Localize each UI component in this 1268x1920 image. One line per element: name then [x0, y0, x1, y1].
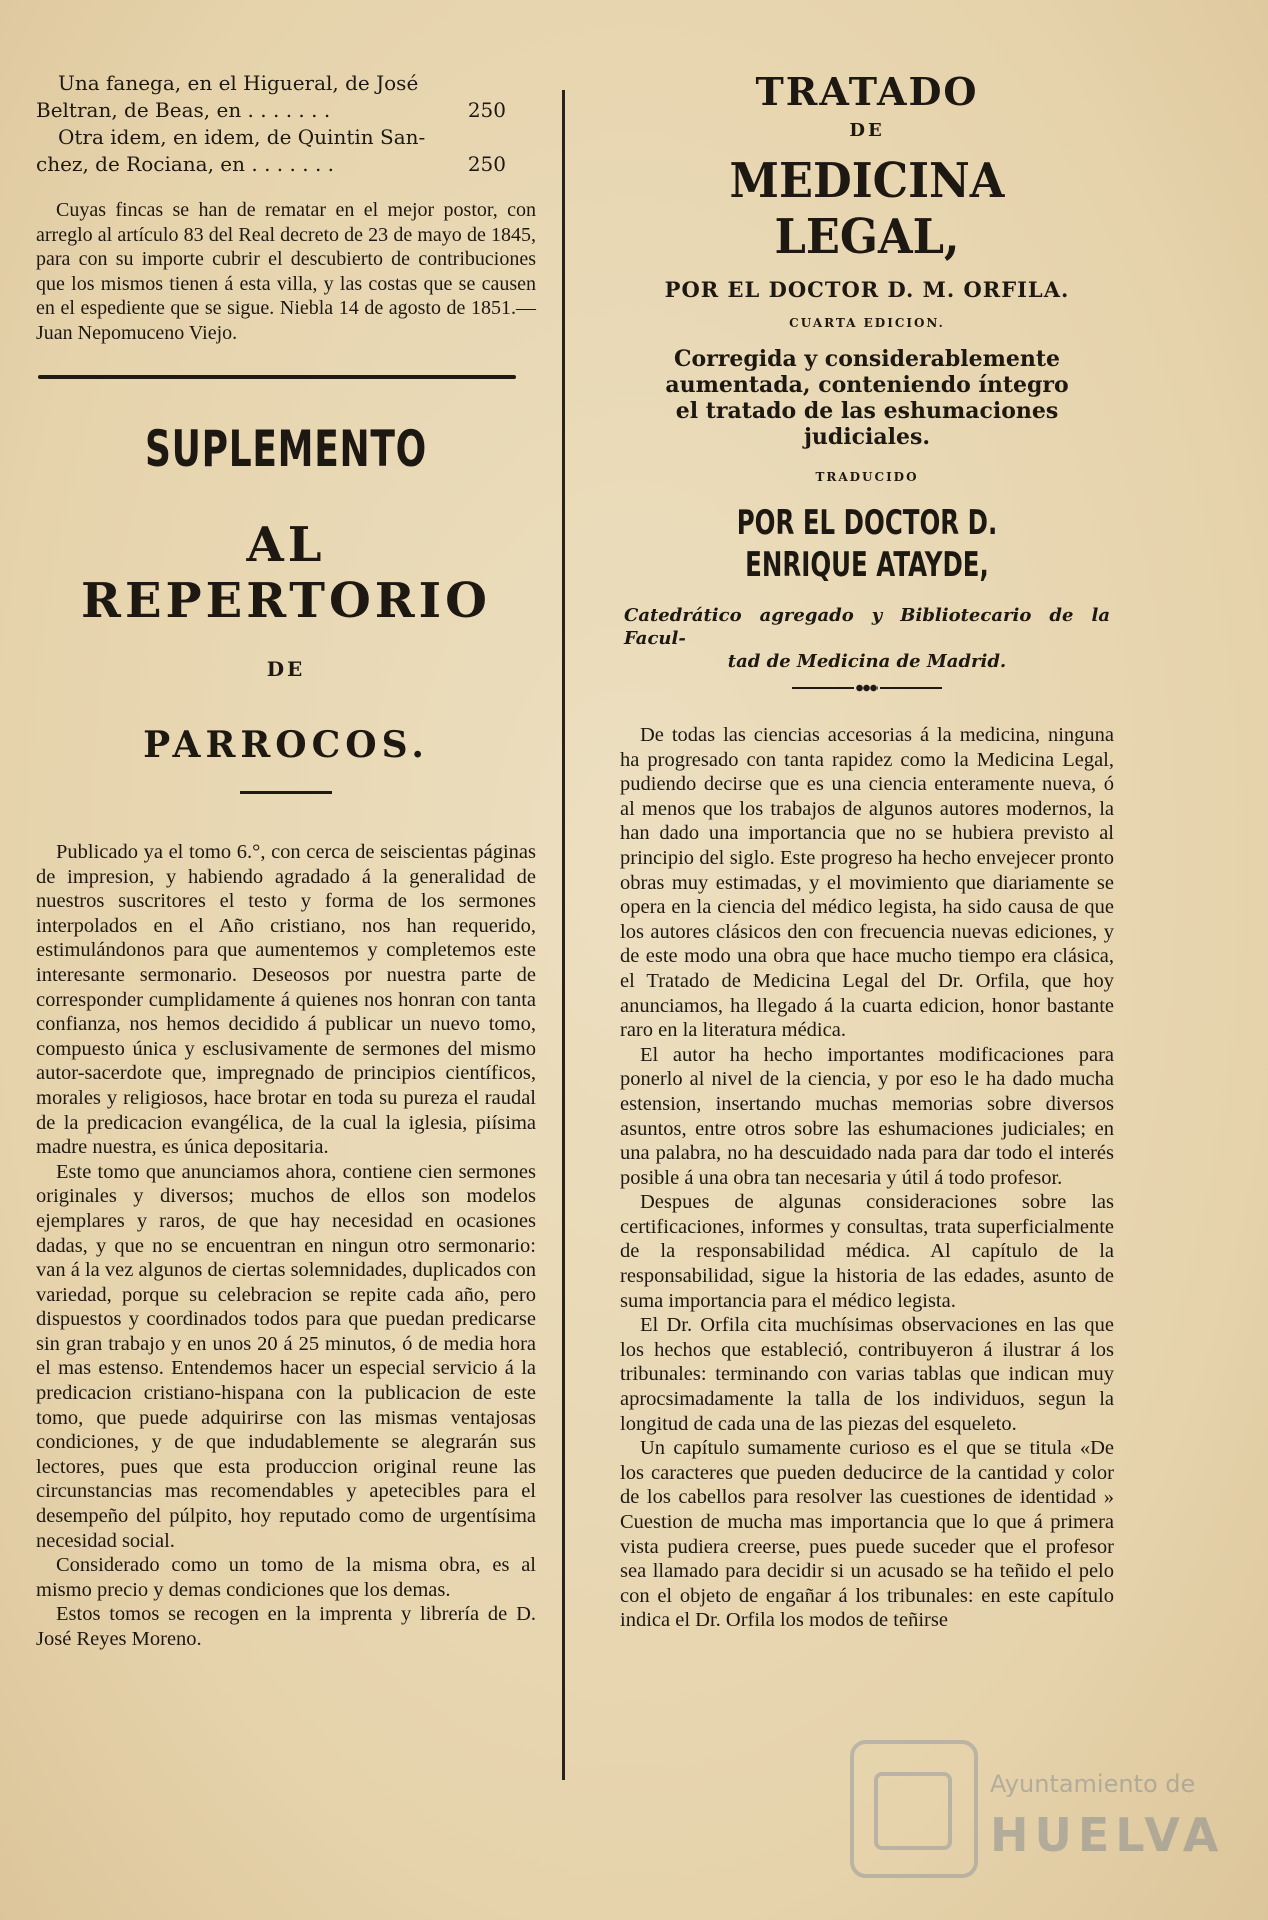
sale-amount: [446, 70, 536, 97]
watermark-line: HUELVA: [990, 1808, 1225, 1862]
tratado-paragraph: De todas las ciencias accesorias á la medicina, ninguna ha progresado con tanta rapidez como la Medicina Legal, pudiendo decirse que es una ciencia enteramente nueva, ó al menos que los trabajos de algunos autores modernos, la han dado una importancia que no se hubiera previsto al principio del siglo. Este progreso ha hecho envejecer pronto obras muy estimadas, y el movimiento que diariamente se opera en la ciencia del médico legista, ha sido causa de que los autores clásicos den con frecuencia nuevas ediciones, y de este modo una obra que hace mucho tiempo era clásica, el Tratado de Medicina Legal del Dr. Orfila, que hoy anunciamos, ha llegado á la cuarta edicion, honor bastante raro en la literatura médica.: [620, 724, 1114, 1042]
supplement-paragraph: Este tomo que anunciamos ahora, contiene cien sermones originales y diversos; muchos de ellos son modelos ejemplares y raros, de que hay necesidad en ocasiones dadas, y que no se encuentran en ningun otro sermonario: van á la vez algunos de ciertas solemnidades, duplicados con variedad, porque su celebracion se repite cada año, pero dispuestos y coordinados todos para que puedan predicarse sin gran trabajo y en unos 20 á 25 minutos, ó de media hora el mas estenso. Entendemos hacer un especial servicio á la predicacion cristiano-hispana con la publicacion de este tomo, que puede adquirirse con las mismas ventajosas condiciones, y de que indudablemente se alegrarán sus lectores, pues que esta produccion original reune las circunstancias mas recomendables y apetecibles para el desempeño del púlpito, hoy reputado como de urgentísima necesidad social.: [36, 1160, 536, 1552]
medicina-legal-title: MEDICINA LEGAL,: [729, 153, 1005, 265]
watermark-line: Ayuntamiento de: [990, 1770, 1196, 1798]
sale-entry: [36, 124, 536, 151]
sale-entry: [36, 70, 536, 97]
tratado-body: [620, 723, 1114, 1633]
tratado-paragraph: Un capítulo sumamente curioso es el que se titula «De los caracteres que pueden deducirce de la cantidad y color de los cabellos para resolver las cuestiones de identidad » Cuestion de mucha mas importancia que lo que á primera vista pudiera creerse, pues puede suceder que el profesor sea llamado para decidir si un acusado se ha teñido el pelo con el objeto de engañar á los tribunales: en este capítulo indica el Dr. Orfila los modos de teñirse: [620, 1437, 1114, 1632]
left-column: [36, 70, 536, 1652]
sale-text: chez, de Rociana, en . . . . . . .: [36, 152, 335, 176]
ornament-rule: [792, 683, 942, 693]
sale-amount: 250: [467, 152, 506, 176]
translator-role-line: Catedrático agregado y Bibliotecario de la Facul-: [624, 605, 1110, 649]
author-line: POR EL DOCTOR D. M. ORFILA.: [664, 277, 1070, 302]
translator-line: POR EL DOCTOR D. ENRIQUE ATAYDE,: [736, 503, 998, 585]
tratado-title: TRATADO: [755, 69, 979, 114]
supplement-paragraph: Publicado ya el tomo 6.°, con cerca de seiscientas páginas de impresion, y habiendo agradado á la generalidad de nuestros suscritores el testo y forma de los sermones interpolados en el Año cristiano, nos han requerido, estimulándonos para que aumentemos y completemos este interesante sermonario. Deseosos por nuestra parte de corresponder cumplidamente á quienes nos honran con tanta confianza, nos hemos decidido á publicar un nuevo tomo, compuesto única y esclusivamente de sermones del mismo autor-sacerdote que, impregnado de principios científicos, morales y religiosos, hace brotar en toda su pureza el raudal de la predicacion evangélica, de la cual la iglesia, piísima madre nuestra, es única depositaria.: [36, 841, 536, 1159]
supplement-paragraph: Estos tomos se recogen en la imprenta y librería de D. José Reyes Moreno.: [36, 1603, 536, 1650]
translated-label: TRADUCIDO: [815, 470, 919, 484]
edition-label: CUARTA EDICION.: [789, 316, 945, 330]
tratado-paragraph: El Dr. Orfila cita muchísimas observaciones en las que los hechos que estableció, contribuyeron á ilustrar á los tribunales: terminando con varias tablas que indican muy aprocsimadamente la talla de los individuos, segun la longitud de cada una de las piezas del esqueleto.: [620, 1314, 1114, 1435]
sale-entry: [36, 151, 536, 178]
sale-amount: 250: [467, 98, 506, 122]
title-de: DE: [849, 120, 885, 141]
sale-text: Beltran, de Beas, en . . . . . . .: [36, 98, 331, 122]
supplement-body: [36, 840, 536, 1652]
title-de: DE: [266, 657, 306, 681]
repertorio-title: AL REPERTORIO: [81, 517, 491, 629]
tratado-paragraph: El autor ha hecho importantes modificaciones para ponerlo al nivel de la ciencia, y por eso le ha dado mucha estension, insertando muchas memorias sobre diversos asuntos, entre otros sobre las eshumaciones judiciales; en una palabra, no ha descuidado nada para dar todo el interés posible á una obra tan necesaria y útil á todo profesor.: [620, 1043, 1114, 1189]
tratado-paragraph: Despues de algunas consideraciones sobre las certificaciones, informes y consultas, trata superficialmente de la responsabilidad médica. Al capítulo de la responsabilidad, sigue la historia de las edades, asunto de suma importancia para el médico legista.: [620, 1191, 1114, 1312]
sale-amount: [446, 124, 536, 151]
auction-notice: Cuyas fincas se han de rematar en el mejor postor, con arreglo al artículo 83 del Real decreto de 23 de mayo de 1845, para con su importe cubrir el descubierto de contribuciones que los mismos tienen á esta villa, y las costas que se causen en el espediente que se sigue. Niebla 14 de agosto de 1851.—Juan Nepomuceno Viejo.: [36, 199, 536, 344]
section-divider: [38, 375, 516, 379]
sale-text: Otra idem, en idem, de Quintin San-: [58, 125, 426, 149]
translator-role: [620, 604, 1114, 673]
translator-role-line: tad de Medicina de Madrid.: [727, 651, 1007, 672]
sale-entry: [36, 97, 536, 124]
column-divider: [562, 90, 565, 1780]
supplement-paragraph: Considerado como un tomo de la misma obra, es al mismo precio y demas condiciones que los demas.: [36, 1554, 536, 1601]
right-column: [620, 70, 1114, 1633]
shield-icon: [850, 1740, 978, 1878]
supplement-title: SUPLEMENTO: [145, 420, 427, 478]
edition-description: Corregida y considerablemente aumentada, conteniendo íntegro el tratado de las eshumaciones judiciales.: [665, 346, 1069, 450]
sale-text: Una fanega, en el Higueral, de José: [58, 71, 419, 95]
parrocos-title: PARROCOS.: [143, 724, 429, 766]
archive-watermark: [850, 1730, 1230, 1880]
title-rule: [240, 791, 332, 794]
